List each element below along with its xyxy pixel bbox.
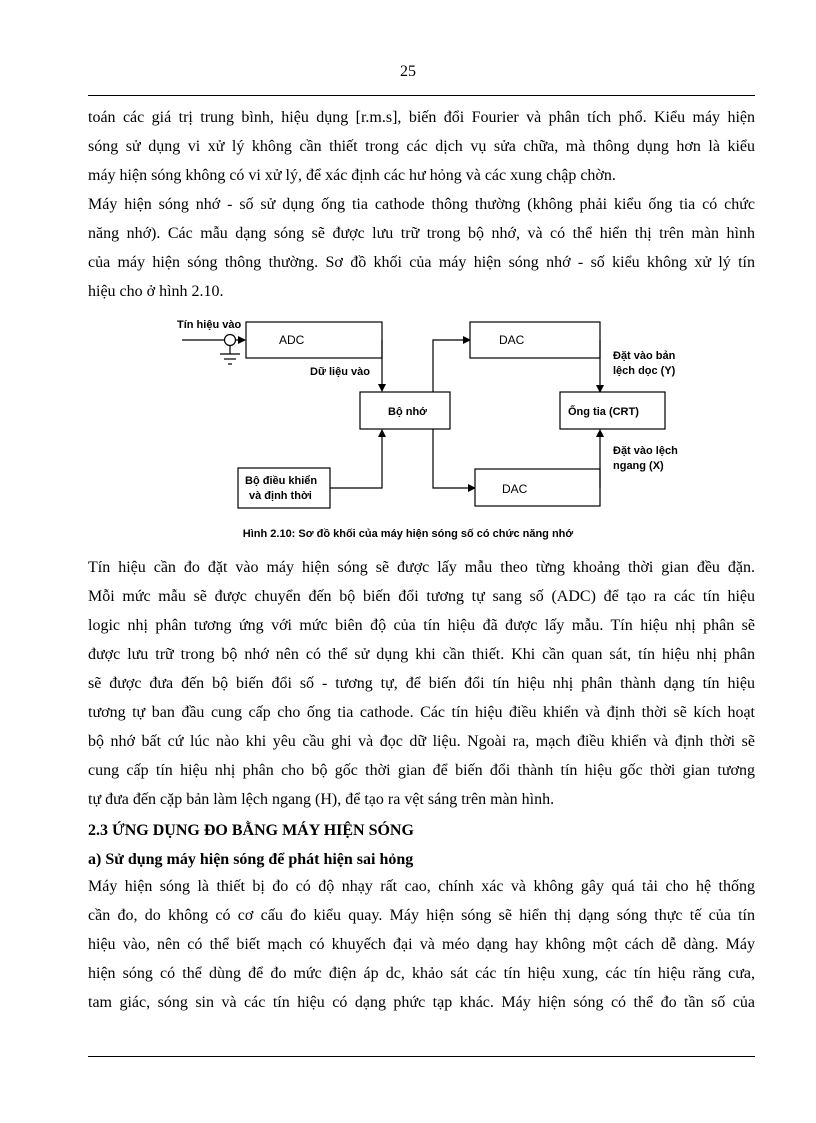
memory-label: Bộ nhớ [388,406,427,418]
controller-block [238,468,330,508]
crt-label: Ống tia (CRT) [568,406,639,418]
vertical-label-line1: Đặt vào bản [613,350,676,362]
text-line: máy hiện sóng không có vi xử lý, để xác định các hư hỏng và các xung chập chờn. [88,167,616,184]
adc-block [246,322,382,358]
memory-to-dac-top-arrow [433,340,470,392]
controller-to-memory-arrow [330,430,382,488]
text-line: năng nhớ). Các mẫu dạng sóng sẽ được lưu trữ trong bộ nhớ, và có thể hiển thị trên màn hình [88,225,755,242]
memory-to-dac-bottom-arrow [433,429,475,488]
dac-bottom-block [475,469,600,506]
text-line: cung cấp tín hiệu nhị phân cho bộ gốc thời gian để biến đổi thành tín hiệu gốc thời gian tương [88,762,755,779]
input-connector-icon [225,335,236,346]
text-line: tương tự ban đầu cung cấp cho ống tia cathode. Các tín hiệu điều khiển và định thời sẽ kích hoạt [88,704,755,721]
text-line: được lưu trữ trong bộ nhớ nên có thể sử dụng khi cần thiết. Khi cần quan sát, tín hiệu nhị phân [88,646,755,663]
text-line: bộ nhớ bất cứ lúc nào khi yêu cầu ghi và đọc dữ liệu. Ngoài ra, mạch điều khiển và định thời sẽ [88,733,755,750]
text-line: Máy hiện sóng nhớ - số sử dụng ống tia cathode thông thường (không phải kiểu ống tia có chức [88,196,755,213]
text-line: tự đưa đến cặp bản làm lệch ngang (H), để tạo ra vệt sáng trên màn hình. [88,791,555,808]
dac-top-label: DAC [499,333,525,347]
text-line: hiệu cho ở hình 2.10. [88,283,224,300]
block-diagram [150,312,678,542]
paragraph-sampling [88,553,755,814]
text-line: hiện sóng có thể dùng để đo mức điện áp dc, khảo sát các tín hiệu xung, các tín hiệu răng cưa, [88,965,755,982]
text-line: sẽ được đưa đến bộ biến đổi số - tương tự, để biến đổi tín hiệu nhị phân thành dạng tín hiệu [88,675,755,692]
data-in-label: Dữ liệu vào [310,366,370,378]
ground-icon [220,346,240,365]
paragraph-digital-storage [88,190,755,306]
figure-caption: Hình 2.10: Sơ đồ khối của máy hiện sóng số có chức năng nhớ [242,528,574,540]
input-label: Tín hiệu vào [177,319,242,331]
dac-bottom-label: DAC [502,482,528,496]
text-line: toán các giá trị trung bình, hiệu dụng [r.m.s], biến đổi Fourier và phân tích phổ. Kiểu máy hiện [88,109,755,126]
page-number: 25 [400,63,416,80]
horizontal-label-line1: Đặt vào lệch [613,445,678,457]
vertical-label-line2: lệch dọc (Y) [613,365,676,377]
text-line: sóng sử dụng vi xử lý không cần thiết trong các dịch vụ sửa chữa, mà thông dụng hơn là kiểu [88,138,755,155]
text-line: Mỗi mức mẫu sẽ được chuyển đến bộ biến đổi tương tự sang số (ADC) để tạo ra các tín hiệu [88,588,755,605]
section-heading: 2.3 ỨNG DỤNG ĐO BẰNG MÁY HIỆN SÓNG [88,822,414,839]
controller-label-line1: Bộ điều khiển [245,475,318,487]
dac-top-block [470,322,600,358]
text-line: của máy hiện sóng thông thường. Sơ đồ khối của máy hiện sóng nhớ - số kiểu không xử lý tín [88,254,755,271]
header-rule [88,95,755,96]
controller-label-line2: và định thời [249,490,312,502]
text-line: Tín hiệu cần đo đặt vào máy hiện sóng sẽ được lấy mẫu theo từng khoảng thời gian đều đặn. [88,559,755,576]
paragraph-intro [88,103,755,190]
text-line: logic nhị phân tương ứng với mức biên độ của tín hiệu đã được lấy mẫu. Tín hiệu nhị phân sẽ [88,617,755,634]
text-line: Máy hiện sóng là thiết bị đo có độ nhạy rất cao, chính xác và không gây quá tải cho hệ thống [88,878,755,895]
text-line: tam giác, sóng sin và các tín hiệu có dạng phức tạp khác. Máy hiện sóng có thể đo tần số của [88,994,755,1011]
footer-rule [88,1056,755,1057]
subsection-heading: a) Sử dụng máy hiện sóng để phát hiện sai hỏng [88,851,414,868]
adc-label: ADC [279,333,305,347]
text-line: cần đo, do không có cơ cấu đo kiểu quay. Máy hiện sóng sẽ hiển thị dạng sóng thực tế của tín [88,907,755,924]
text-line: hiệu vào, nên có thể biết mạch có khuyếch đại và méo dạng hay không một cách dễ dàng. Máy [88,936,755,953]
paragraph-fault-detection [88,872,755,1017]
horizontal-label-line2: ngang (X) [613,460,664,472]
